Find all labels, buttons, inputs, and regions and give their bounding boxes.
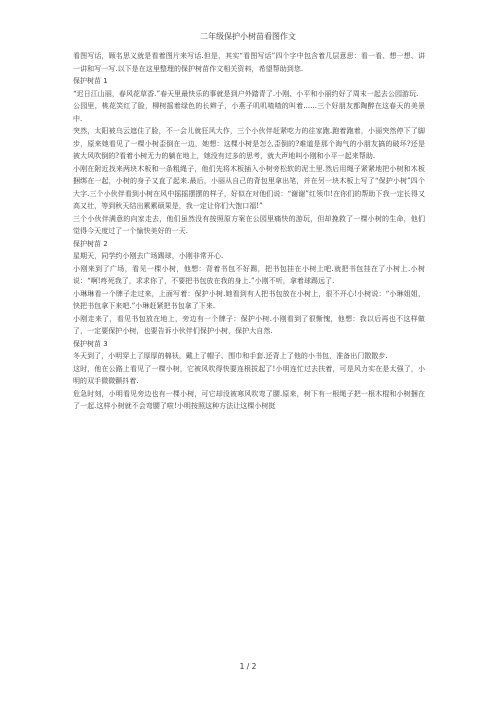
paragraph: 小刚来到了广场，看见一棵小树，他想：背着书包不好踢，把书包挂在小树上吧.就把书包挂在了小树上.小树说：“啊!疼死我了，求求你了，不要把书包放在我的身上.”小刚不听，拿着球踢远了.	[73, 264, 425, 285]
paragraph: 小刚走来了，看见书包放在地上，旁边有一个牌子：保护小树.小刚看到了很惭愧，他想：我以后再也不这样做了，一定要保护小树，也要告诉小伙伴们保护小树，保护大自然.	[73, 314, 425, 335]
section-heading: 保护树苗 3	[73, 339, 108, 348]
paragraph: 冬天到了，小明穿上了厚厚的棉袄，戴上了帽子、围巾和手套.还背上了他的小书包，准备出门散散步.	[73, 352, 388, 360]
section-heading: 保护树苗 2	[73, 239, 108, 248]
paragraph: 三个小伙伴满意的向家走去，他们虽然没有按照原方案在公园里痛快的游玩，但却挽救了一棵小树的生命，他们觉得今天度过了一个愉快美好的一天.	[73, 214, 425, 235]
document-body	[73, 50, 425, 413]
paragraph: 小琳琳看一个牌子走过来，上面写着：保护小树.她看到有人把书包放在小树上，很不开心!小树说：“小琳姐姐，快把书包拿下来吧.”小琳赶紧把书包拿了下来.	[73, 289, 425, 310]
paragraph: 小刚在附近找来两块木板和一条粗绳子，他们先将木板插入小树旁松软的泥土里.然后用绳子紧紧地把小树和木板捆绑在一起，小树的身子又直了起来.最后，小丽从自己的背包里拿出笔，并在另一块木板上写了“保护小树”四个大字.三个小伙伴看到小树在风中摇摇摆摆的样子，好似在对他们说：“谢谢”红领巾!在你们的帮助下我一定长得又高又壮，等到秋天结出累累硕果是，我一定让你们大饱口福!”	[73, 164, 425, 210]
page-number: 1 / 2	[239, 662, 257, 671]
paragraph: 这时，他在公路上看见了一棵小树，它被风吹得快要连根拔起了!小明连忙过去扶着，可是风力实在是太强了，小明的双手微微颤抖着.	[73, 364, 425, 385]
paragraph: 突然，太阳被乌云遮住了脸，不一会儿就狂风大作，三个小伙伴赶紧吃力的往家跑.跑着跑着，小丽突然停下了脚步，原来她看见了一棵小树歪倒在一边，她想：这棵小树是怎么歪倒的?难道是那个淘气的小朋友搞的破坏?还是被大风吹倒的?看着小树无力的躺在地上，她没有过多的思考，就大声地叫小刚和小平一起来帮助.	[73, 127, 425, 160]
paragraph: “迟日江山丽，春风花草香.”春天里最快乐的事就是到户外踏青了.小刚、小平和小丽约好了周末一起去公园游玩.	[73, 89, 419, 98]
paragraph: 危急时刻，小明看见旁边也有一棵小树，可它却没被寒风吹弯了腰.原来，树下有一根绳子把一根木棍和小树捆在了一起.这样小树就不会弯腰了啦!小明按照这种方法让这棵小树挺	[73, 389, 425, 410]
paragraph: 公园里，桃花笑红了脸，柳树摇着绿色的长辫子，小燕子叽叽喳喳的叫着......三个好朋友都陶醉在这春天的美景中.	[73, 102, 425, 123]
paragraph: 星期天，同学约小刚去广场踢球，小刚非常开心.	[73, 252, 224, 260]
document-title: 二年级保护小树苗看图作文	[200, 32, 296, 41]
paragraph: 看图写话，顾名思义就是看着图片来写话.但是，其实“看图写话”四个字中包含着几层意思：看一看、想一想、讲一讲和写一写.以下是在这里整理的保护树苗作文相关资料，希望帮助到您.	[73, 52, 425, 73]
section-heading: 保护树苗 1	[73, 77, 108, 85]
